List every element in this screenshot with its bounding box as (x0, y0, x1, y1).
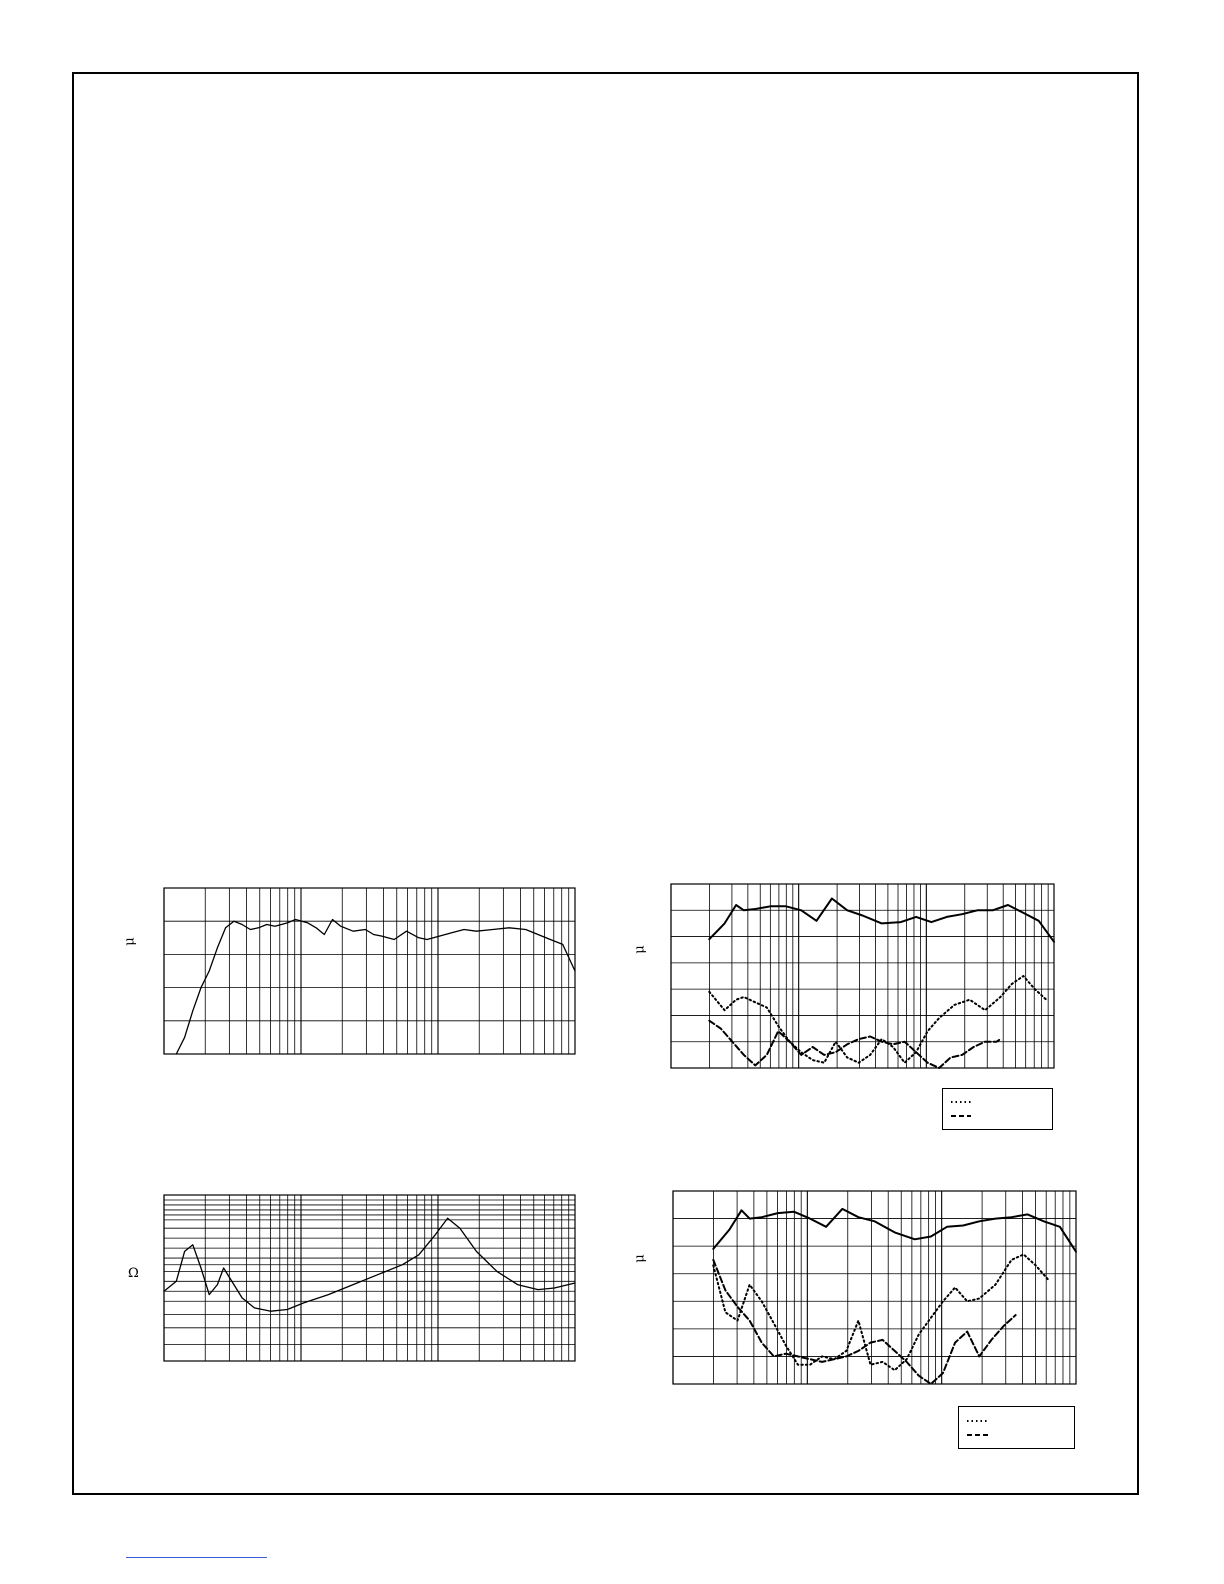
frequency-response-chart (164, 888, 575, 1054)
frequency-response-plot (164, 888, 575, 1054)
impedance-y-unit: Ω (128, 1266, 139, 1281)
off-axis-plot-1 (671, 884, 1054, 1068)
plot-frame (164, 888, 575, 1054)
series-line-solid (176, 920, 575, 1055)
off-axis-2-legend (958, 1406, 1075, 1449)
footer-link-underline[interactable] (126, 1557, 267, 1558)
off-axis-chart-2 (673, 1191, 1076, 1384)
series-line-solid (713, 1209, 1076, 1252)
off-axis-1-y-unit: μ (632, 945, 648, 954)
impedance-chart (164, 1195, 575, 1361)
series-line-solid (709, 899, 1054, 942)
off-axis-chart-1 (671, 884, 1054, 1068)
series-line-dashed (713, 1260, 1015, 1384)
off-axis-2-y-unit: μ (632, 1254, 648, 1263)
off-axis-1-legend (942, 1088, 1053, 1130)
plot-frame (671, 884, 1054, 1068)
off-axis-plot-2 (673, 1191, 1076, 1384)
impedance-plot (164, 1195, 575, 1361)
frequency-response-y-unit: μ (122, 937, 138, 946)
series-line-dotted (713, 1254, 1048, 1370)
plot-frame (673, 1191, 1076, 1384)
